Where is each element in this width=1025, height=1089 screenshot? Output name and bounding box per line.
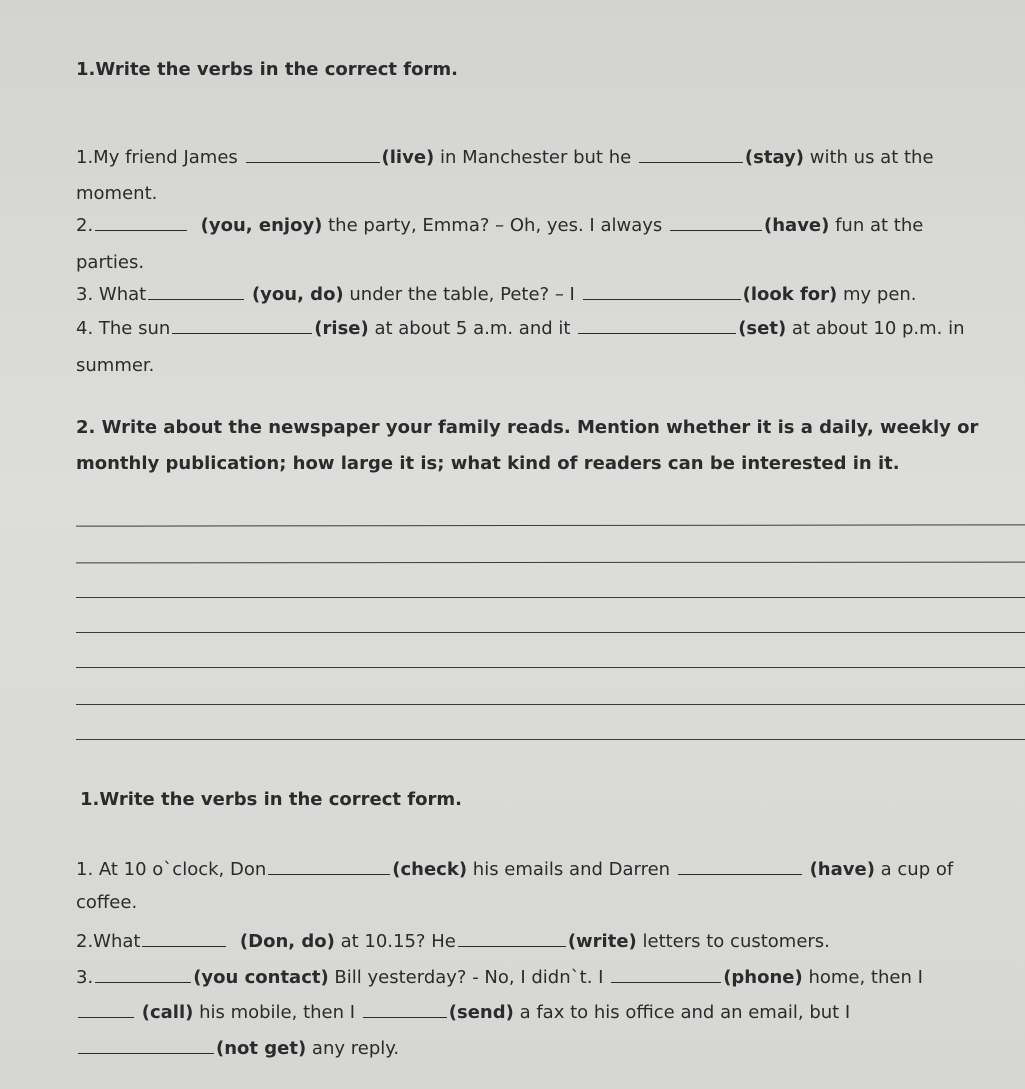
answer-blank[interactable] [583, 283, 741, 300]
exercise-1-item-2-continued: parties. [76, 252, 145, 273]
item-2-text-end: fun at the [829, 215, 924, 236]
verb-hint: (look for) [742, 284, 838, 305]
answer-blank[interactable] [95, 966, 191, 983]
item-3-text-mid-2: his mobile, then I [193, 1002, 356, 1023]
answer-blank[interactable] [670, 214, 762, 231]
exercise-3-item-2 [76, 930, 830, 954]
item-1-text-end: with us at the [804, 147, 934, 168]
item-1-text-end: a cup of [874, 859, 954, 880]
writing-line[interactable] [76, 597, 1025, 598]
verb-hint: (you, do) [251, 284, 344, 305]
exercise-3-item-3-line-3 [76, 1037, 399, 1061]
answer-blank[interactable] [148, 283, 244, 300]
answer-blank[interactable] [95, 214, 187, 231]
item-3-text-mid: under the table, Pete? – I [343, 284, 575, 305]
answer-blank[interactable] [268, 858, 390, 875]
verb-hint: (rise) [314, 318, 369, 339]
item-1-text-start: 1.My friend James [76, 147, 238, 168]
writing-line[interactable] [76, 524, 1025, 526]
exercise-3-item-3-line-2 [76, 1001, 850, 1025]
answer-blank[interactable] [363, 1001, 447, 1018]
exercise-1-item-1-continued: moment. [76, 183, 158, 204]
item-3-text-start: 3. What [76, 284, 147, 305]
item-2-text-mid: at 10.15? He [334, 931, 456, 952]
verb-hint: (Don, do) [239, 931, 335, 952]
verb-hint: (not get) [216, 1038, 307, 1059]
item-3-text-end-3: any reply. [306, 1038, 400, 1059]
writing-line[interactable] [76, 667, 1025, 668]
answer-blank[interactable] [678, 858, 802, 875]
verb-hint: (you contact) [193, 967, 329, 988]
exercise-3-item-1 [76, 858, 953, 882]
answer-blank[interactable] [639, 146, 743, 163]
exercise-2-heading-line-2: monthly publication; how large it is; what kind of readers can be interested in it. [76, 453, 900, 474]
exercise-1-item-4-continued: summer. [76, 355, 155, 376]
item-3-text-mid: Bill yesterday? - No, I didn`t. I [328, 967, 604, 988]
writing-line[interactable] [76, 704, 1025, 705]
item-4-text-mid: at about 5 a.m. and it [368, 318, 571, 339]
exercise-1-item-2 [76, 214, 923, 238]
answer-blank[interactable] [611, 966, 721, 983]
verb-hint: (set) [738, 318, 787, 339]
answer-blank[interactable] [246, 146, 380, 163]
exercise-1-heading: 1.Write the verbs in the correct form. [76, 59, 458, 80]
verb-hint: (live) [381, 147, 435, 168]
exercise-1-item-4 [76, 317, 965, 341]
item-4-text-end: at about 10 p.m. in [786, 318, 965, 339]
exercise-1-item-1 [76, 146, 934, 170]
verb-hint: (call) [141, 1002, 194, 1023]
verb-hint: (have) [809, 859, 875, 880]
answer-blank[interactable] [578, 317, 736, 334]
answer-blank[interactable] [172, 317, 312, 334]
item-2-number: 2. [76, 215, 94, 236]
writing-line[interactable] [76, 632, 1025, 633]
item-3-text-end: my pen. [837, 284, 917, 305]
item-2-text-start: 2.What [76, 931, 141, 952]
item-1-text-start: 1. At 10 o`clock, Don [76, 859, 267, 880]
writing-line[interactable] [76, 739, 1025, 740]
item-2-text-end: letters to customers. [636, 931, 830, 952]
exercise-1-item-3 [76, 283, 917, 307]
verb-hint: (phone) [723, 967, 803, 988]
writing-line[interactable] [76, 562, 1025, 564]
answer-blank[interactable] [78, 1037, 214, 1054]
verb-hint: (send) [448, 1002, 514, 1023]
verb-hint: (have) [764, 215, 830, 236]
exercise-2-heading-line-1: 2. Write about the newspaper your family reads. Mention whether it is a daily, weekly or [76, 417, 979, 438]
exercise-3-item-3 [76, 966, 923, 990]
item-4-text-start: 4. The sun [76, 318, 171, 339]
exercise-3-heading: 1.Write the verbs in the correct form. [80, 789, 462, 810]
item-1-text-mid: in Manchester but he [434, 147, 632, 168]
verb-hint: (you, enjoy) [200, 215, 323, 236]
item-3-text-end-2: a fax to his office and an email, but I [513, 1002, 851, 1023]
answer-blank[interactable] [78, 1001, 134, 1018]
verb-hint: (stay) [744, 147, 805, 168]
verb-hint: (write) [567, 931, 637, 952]
item-3-number: 3. [76, 967, 94, 988]
item-1-text-mid: his emails and Darren [467, 859, 671, 880]
answer-blank[interactable] [458, 930, 566, 947]
verb-hint: (check) [392, 859, 468, 880]
item-2-text-mid: the party, Emma? – Oh, yes. I always [322, 215, 663, 236]
exercise-3-item-1-continued: coffee. [76, 892, 138, 913]
item-3-text-end: home, then I [802, 967, 923, 988]
answer-blank[interactable] [142, 930, 226, 947]
